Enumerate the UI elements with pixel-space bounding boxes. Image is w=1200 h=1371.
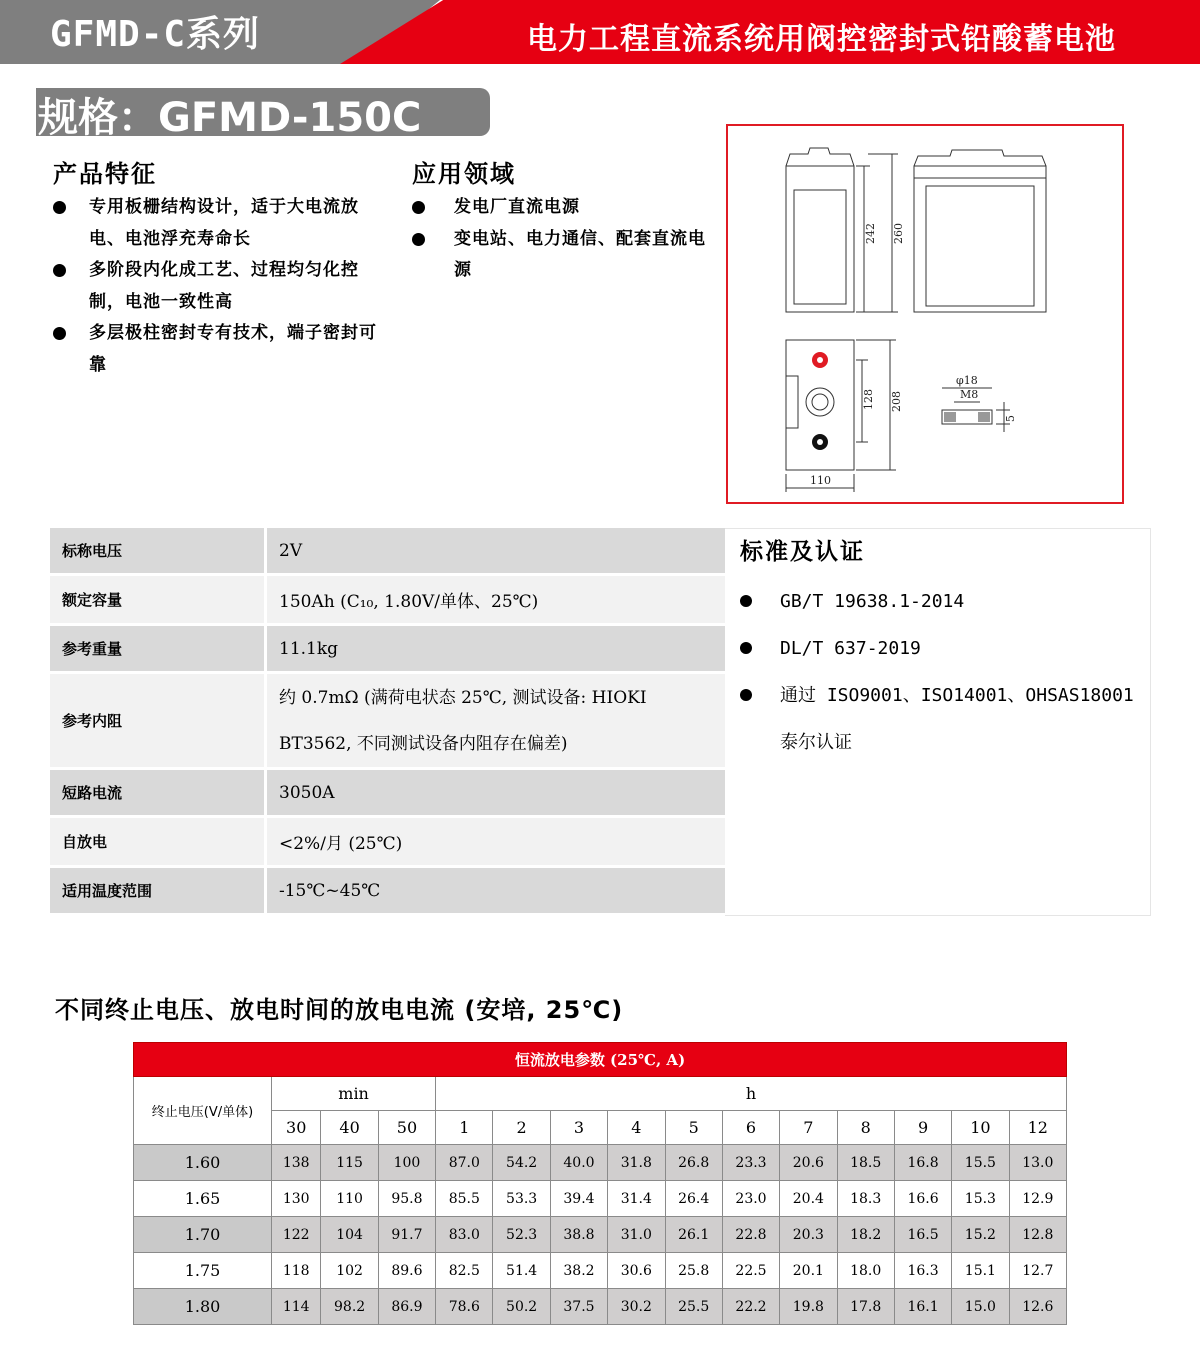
current-cell: 37.5 (550, 1289, 607, 1325)
current-cell: 122 (272, 1217, 321, 1253)
list-item: 发电厂直流电源 (412, 192, 712, 224)
voltage-cell: 1.80 (134, 1289, 272, 1325)
current-cell: 16.3 (894, 1253, 951, 1289)
current-cell: 86.9 (378, 1289, 435, 1325)
current-cell: 16.5 (894, 1217, 951, 1253)
table-caption-row (134, 1043, 1067, 1077)
current-cell: 15.3 (952, 1181, 1009, 1217)
current-cell: 25.8 (665, 1253, 722, 1289)
spec-value: -15℃~45℃ (267, 868, 725, 916)
current-cell: 19.8 (780, 1289, 837, 1325)
spec-key: 标称电压 (50, 528, 267, 576)
time-header-h: 4 (608, 1111, 665, 1145)
features-heading: 产品特征 (53, 160, 157, 188)
current-cell: 16.1 (894, 1289, 951, 1325)
current-cell: 23.3 (722, 1145, 779, 1181)
current-cell: 38.8 (550, 1217, 607, 1253)
current-cell: 138 (272, 1145, 321, 1181)
spec-table (50, 528, 725, 916)
time-header-h: 2 (493, 1111, 550, 1145)
time-header-min: 30 (272, 1111, 321, 1145)
table-row (50, 674, 725, 770)
current-cell: 18.2 (837, 1217, 894, 1253)
list-item: 变电站、电力通信、配套直流电源 (412, 224, 712, 287)
current-cell: 22.8 (722, 1217, 779, 1253)
current-cell: 30.2 (608, 1289, 665, 1325)
discharge-caption: 恒流放电参数 (25℃, A) (134, 1043, 1067, 1077)
table-row (134, 1217, 1067, 1253)
current-cell: 15.2 (952, 1217, 1009, 1253)
product-title: 电力工程直流系统用阀控密封式铅酸蓄电池 (527, 22, 1116, 57)
voltage-cell: 1.70 (134, 1217, 272, 1253)
list-item: DL/T 637-2019 (740, 625, 1150, 672)
current-cell: 26.1 (665, 1217, 722, 1253)
time-header-h: 12 (1009, 1111, 1066, 1145)
spec-value: 2V (267, 528, 725, 576)
current-cell: 39.4 (550, 1181, 607, 1217)
current-cell: 50.2 (493, 1289, 550, 1325)
table-header-row (134, 1111, 1067, 1145)
current-cell: 12.6 (1009, 1289, 1066, 1325)
current-cell: 118 (272, 1253, 321, 1289)
voltage-cell: 1.65 (134, 1181, 272, 1217)
table-row (50, 868, 725, 916)
current-cell: 31.4 (608, 1181, 665, 1217)
dim-diameter: φ18 (956, 374, 978, 387)
current-cell: 102 (321, 1253, 378, 1289)
standards-list (740, 578, 1150, 766)
dim-128: 128 (862, 389, 875, 410)
spec-value: 150Ah (C₁₀, 1.80V/单体、25℃) (267, 576, 725, 626)
current-cell: 15.5 (952, 1145, 1009, 1181)
current-cell: 89.6 (378, 1253, 435, 1289)
time-header-min: 40 (321, 1111, 378, 1145)
series-name: GFMD-C系列 (50, 14, 261, 55)
table-row (134, 1253, 1067, 1289)
time-header-h: 8 (837, 1111, 894, 1145)
current-cell: 85.5 (436, 1181, 493, 1217)
current-cell: 23.0 (722, 1181, 779, 1217)
current-cell: 54.2 (493, 1145, 550, 1181)
current-cell: 98.2 (321, 1289, 378, 1325)
current-cell: 16.8 (894, 1145, 951, 1181)
current-cell: 100 (378, 1145, 435, 1181)
table-row (134, 1289, 1067, 1325)
current-cell: 15.0 (952, 1289, 1009, 1325)
table-row (50, 528, 725, 576)
current-cell: 51.4 (493, 1253, 550, 1289)
current-cell: 114 (272, 1289, 321, 1325)
time-header-h: 1 (436, 1111, 493, 1145)
current-cell: 87.0 (436, 1145, 493, 1181)
table-row (134, 1145, 1067, 1181)
current-cell: 110 (321, 1181, 378, 1217)
list-item: 专用板栅结构设计，适于大电流放电、电池浮充寿命长 (53, 192, 383, 255)
applications-heading: 应用领域 (412, 160, 516, 188)
dim-208: 208 (890, 391, 903, 412)
table-row (50, 626, 725, 674)
current-cell: 78.6 (436, 1289, 493, 1325)
current-cell: 95.8 (378, 1181, 435, 1217)
current-cell: 53.3 (493, 1181, 550, 1217)
features-list (53, 192, 383, 381)
battery-drawing-svg (728, 126, 1122, 502)
time-header-h: 9 (894, 1111, 951, 1145)
applications-list (412, 192, 712, 287)
list-item: GB/T 19638.1-2014 (740, 578, 1150, 625)
current-cell: 115 (321, 1145, 378, 1181)
current-cell: 18.5 (837, 1145, 894, 1181)
spec-value: 3050A (267, 770, 725, 818)
header-banner (0, 0, 1200, 64)
discharge-title: 不同终止电压、放电时间的放电电流 (安培, 25℃) (55, 996, 624, 1024)
current-cell: 17.8 (837, 1289, 894, 1325)
spec-key: 额定容量 (50, 576, 267, 626)
current-cell: 20.3 (780, 1217, 837, 1253)
spec-value: 约 0.7mΩ (满荷电状态 25℃, 测试设备: HIOKI BT3562, 不同测试设备内阻存在偏差) (267, 674, 725, 770)
current-cell: 38.2 (550, 1253, 607, 1289)
spec-key: 参考内阻 (50, 674, 267, 770)
current-cell: 40.0 (550, 1145, 607, 1181)
time-header-h: 3 (550, 1111, 607, 1145)
current-cell: 12.7 (1009, 1253, 1066, 1289)
spec-label-bar (36, 88, 490, 141)
time-header-h: 10 (952, 1111, 1009, 1145)
dim-5: 5 (1004, 415, 1017, 422)
current-cell: 18.3 (837, 1181, 894, 1217)
current-cell: 52.3 (493, 1217, 550, 1253)
current-cell: 20.6 (780, 1145, 837, 1181)
spec-label: 规格：GFMD-150C (38, 95, 422, 141)
spec-value: <2%/月 (25℃) (267, 818, 725, 868)
current-cell: 22.2 (722, 1289, 779, 1325)
discharge-table (133, 1042, 1067, 1325)
current-cell: 16.6 (894, 1181, 951, 1217)
spec-key: 适用温度范围 (50, 868, 267, 916)
spec-key: 参考重量 (50, 626, 267, 674)
current-cell: 18.0 (837, 1253, 894, 1289)
voltage-cell: 1.75 (134, 1253, 272, 1289)
table-row (134, 1181, 1067, 1217)
group-header-h: h (436, 1077, 1067, 1111)
standards-heading: 标准及认证 (740, 539, 865, 565)
group-header-min: min (272, 1077, 436, 1111)
table-header-row (134, 1077, 1067, 1111)
time-header-h: 7 (780, 1111, 837, 1145)
current-cell: 26.8 (665, 1145, 722, 1181)
current-cell: 12.8 (1009, 1217, 1066, 1253)
spec-key: 自放电 (50, 818, 267, 868)
current-cell: 25.5 (665, 1289, 722, 1325)
dimension-drawing (726, 124, 1124, 504)
current-cell: 104 (321, 1217, 378, 1253)
current-cell: 26.4 (665, 1181, 722, 1217)
time-header-h: 5 (665, 1111, 722, 1145)
table-row (50, 576, 725, 626)
dim-242: 242 (864, 223, 877, 244)
dim-110: 110 (810, 474, 831, 487)
current-cell: 13.0 (1009, 1145, 1066, 1181)
spec-key: 短路电流 (50, 770, 267, 818)
table-row (50, 818, 725, 868)
current-cell: 22.5 (722, 1253, 779, 1289)
current-cell: 15.1 (952, 1253, 1009, 1289)
table-row (50, 770, 725, 818)
list-item: 通过 ISO9001、ISO14001、OHSAS18001泰尔认证 (740, 672, 1150, 766)
current-cell: 82.5 (436, 1253, 493, 1289)
current-cell: 31.0 (608, 1217, 665, 1253)
list-item: 多层极柱密封专有技术，端子密封可靠 (53, 318, 383, 381)
voltage-cell: 1.60 (134, 1145, 272, 1181)
current-cell: 31.8 (608, 1145, 665, 1181)
current-cell: 30.6 (608, 1253, 665, 1289)
list-item: 多阶段内化成工艺、过程均匀化控制，电池一致性高 (53, 255, 383, 318)
time-header-min: 50 (378, 1111, 435, 1145)
row-label-header: 终止电压(V/单体) (134, 1077, 272, 1145)
current-cell: 12.9 (1009, 1181, 1066, 1217)
current-cell: 130 (272, 1181, 321, 1217)
time-header-h: 6 (722, 1111, 779, 1145)
dim-260: 260 (892, 223, 905, 244)
current-cell: 20.1 (780, 1253, 837, 1289)
current-cell: 83.0 (436, 1217, 493, 1253)
spec-value: 11.1kg (267, 626, 725, 674)
current-cell: 91.7 (378, 1217, 435, 1253)
dim-thread: M8 (960, 388, 979, 401)
current-cell: 20.4 (780, 1181, 837, 1217)
